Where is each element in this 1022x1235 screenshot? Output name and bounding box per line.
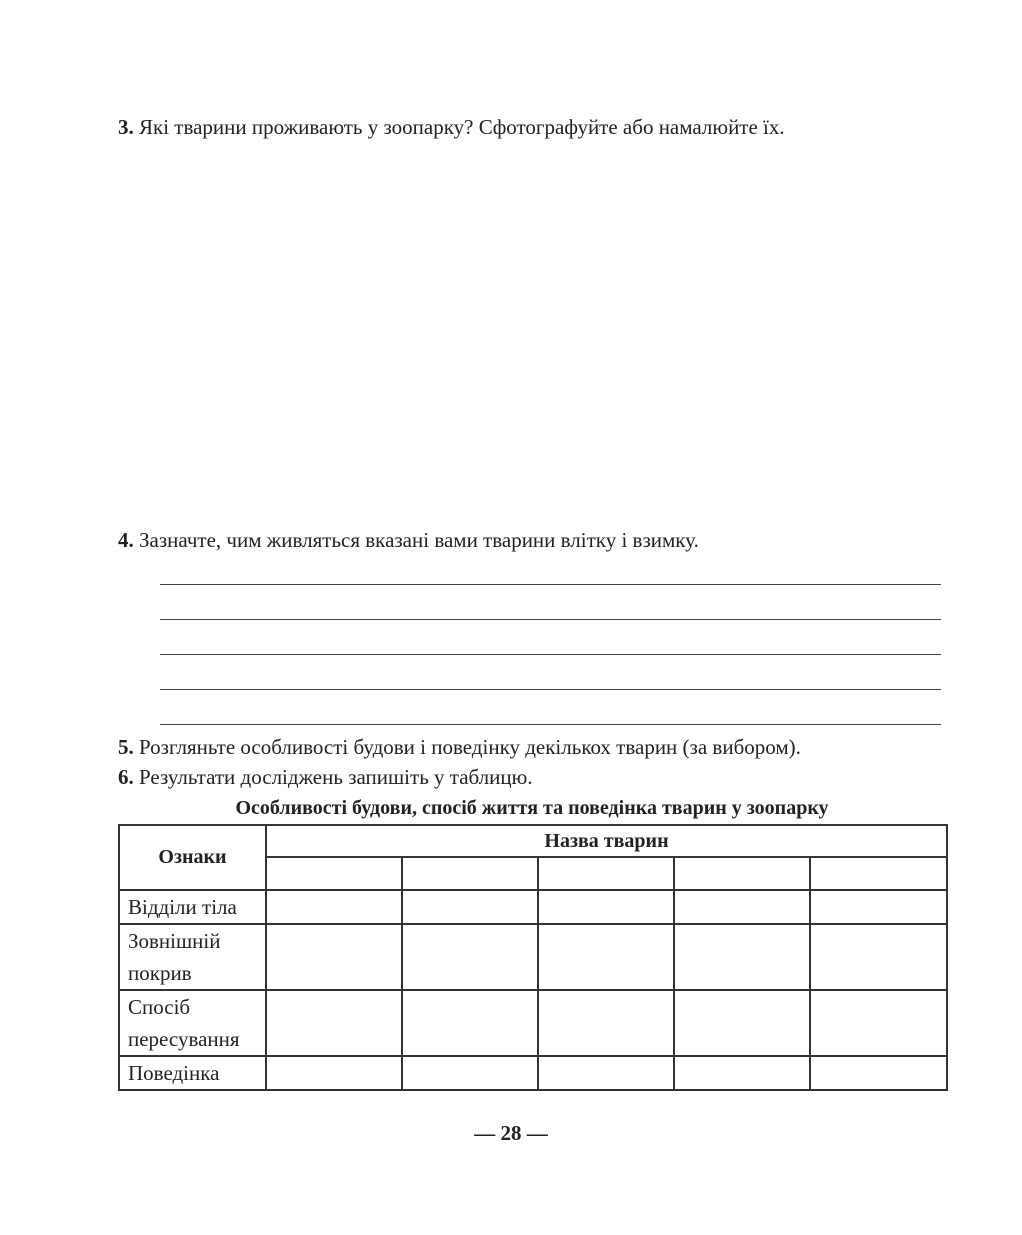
row-label: [119, 924, 266, 990]
header-features: Ознаки: [119, 825, 266, 890]
row-label: [119, 1056, 266, 1090]
answer-cell[interactable]: [402, 924, 538, 990]
task-6-number: 6.: [118, 765, 134, 789]
answer-cell[interactable]: [538, 1056, 674, 1090]
task-3-number: 3.: [118, 115, 134, 139]
animal-name-cell[interactable]: [810, 857, 947, 890]
answer-line[interactable]: [160, 584, 941, 585]
answer-cell[interactable]: [402, 890, 538, 924]
animal-name-cell[interactable]: [402, 857, 538, 890]
task-4: [118, 527, 699, 553]
answer-cell[interactable]: [674, 924, 810, 990]
row-label: [119, 990, 266, 1056]
answer-cell[interactable]: [674, 1056, 810, 1090]
answer-cell[interactable]: [402, 990, 538, 1056]
answer-cell[interactable]: [266, 990, 402, 1056]
answer-line[interactable]: [160, 689, 941, 690]
row-label: [119, 890, 266, 924]
answer-cell[interactable]: [538, 890, 674, 924]
task-6: [118, 764, 533, 790]
answer-cell[interactable]: [810, 924, 947, 990]
task-5-number: 5.: [118, 735, 134, 759]
animal-name-cell[interactable]: [538, 857, 674, 890]
answer-cell[interactable]: [810, 1056, 947, 1090]
answer-cell[interactable]: [402, 1056, 538, 1090]
task-3-text: Які тварини проживають у зоопарку? Сфотографуйте або намалюйте їх.: [139, 115, 785, 139]
table-row: [119, 924, 947, 990]
page-number: — 28 —: [474, 1121, 548, 1145]
table-row: [119, 1056, 947, 1090]
answer-cell[interactable]: [674, 890, 810, 924]
row-label-text: Поведінка: [128, 1061, 220, 1085]
row-label-text: Спосіб пересування: [128, 995, 240, 1051]
table-row: [119, 990, 947, 1056]
task-5: [118, 734, 801, 760]
task-4-text: Зазначте, чим живляться вказані вами тварини влітку і взимку.: [139, 528, 699, 552]
row-label-text: Зовнішній покрив: [128, 929, 221, 985]
answer-cell[interactable]: [266, 890, 402, 924]
answer-line[interactable]: [160, 619, 941, 620]
table-header-row: [119, 825, 947, 857]
animal-name-cell[interactable]: [674, 857, 810, 890]
task-3: [118, 114, 785, 140]
answer-cell[interactable]: [266, 1056, 402, 1090]
table-caption: Особливості будови, спосіб життя та поведінка тварин у зоопарку: [235, 797, 829, 819]
observation-table: [118, 824, 948, 1091]
table-row: [119, 890, 947, 924]
answer-cell[interactable]: [810, 890, 947, 924]
answer-cell[interactable]: [810, 990, 947, 1056]
answer-line[interactable]: [160, 724, 941, 725]
answer-cell[interactable]: [538, 924, 674, 990]
task-6-text: Результати досліджень запишіть у таблицю.: [139, 765, 533, 789]
answer-cell[interactable]: [538, 990, 674, 1056]
animal-name-cell[interactable]: [266, 857, 402, 890]
answer-line[interactable]: [160, 654, 941, 655]
answer-cell[interactable]: [266, 924, 402, 990]
task-4-number: 4.: [118, 528, 134, 552]
header-animal-names: Назва тварин: [266, 825, 947, 857]
task-5-text: Розгляньте особливості будови і поведінку декількох тварин (за вибором).: [139, 735, 801, 759]
row-label-text: Відділи тіла: [128, 895, 237, 919]
answer-cell[interactable]: [674, 990, 810, 1056]
